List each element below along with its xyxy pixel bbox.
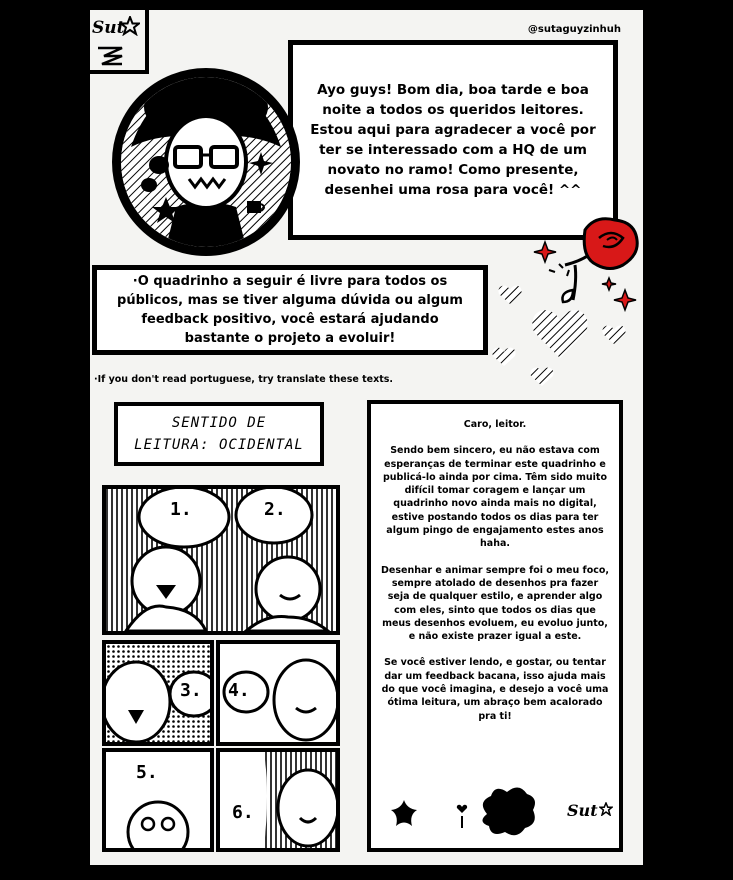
squiggle-icon xyxy=(96,44,126,68)
letter-signature: Sut xyxy=(567,801,598,820)
letter-box xyxy=(367,400,623,852)
small-heart-icon xyxy=(455,802,469,830)
black-cloud-icon xyxy=(477,784,539,840)
author-handle: @sutaguyzinhuh xyxy=(527,24,621,35)
panel-number-6: 6. xyxy=(232,802,254,823)
letter-paragraph-2: Desenhar e animar sempre foi o meu foco, sempre atolado de desenhos pra fazer seja de qualquer estilo, e aprender algo com eles, sinto que todos os dias que meus desenhos evoluem, eu evoluo junto, e não existe prazer igual a este. xyxy=(381,564,609,643)
panel-number-2: 2. xyxy=(264,499,286,520)
notice-text: ·O quadrinho a seguir é livre para todos os públicos, mas se tiver alguma dúvida ou algum feedback positivo, você estará ajudando bastante o projeto a evoluir! xyxy=(117,274,463,346)
hearts-decoration xyxy=(490,280,640,400)
reading-direction-line2: LEITURA: OCIDENTAL xyxy=(134,437,304,453)
panel-number-3: 3. xyxy=(180,680,202,701)
author-avatar xyxy=(112,68,300,256)
signature-star-icon xyxy=(599,802,613,816)
comic-panel-1-2 xyxy=(102,485,340,635)
comic-panel-4 xyxy=(216,640,340,746)
translate-note: ·If you don't read portuguese, try translate these texts. xyxy=(94,374,394,385)
reading-direction-line1: SENTIDO DE xyxy=(171,415,267,431)
comic-panel-6 xyxy=(216,748,340,852)
comic-panel-3 xyxy=(102,640,214,746)
letter-salutation: Caro, leitor. xyxy=(463,419,527,430)
letter-paragraph-3: Se você estiver lendo, e gostar, ou tentar dar um feedback bacana, isso ajuda mais do que você imagina, e desejo a você uma ótima leitura, um abraço bem acalorado pra ti! xyxy=(381,657,609,722)
letter-paragraph-1: Sendo bem sincero, eu não estava com esperanças de terminar este quadrinho e publicá-lo ainda por cima. Têm sido muito difícil tomar coragem e lançar um quadrinho novo ainda mais no digital, estive postando todos os dias para ter algum pingo de engajamento estes anos haha. xyxy=(382,445,607,550)
panel-number-5: 5. xyxy=(136,762,158,783)
logo-signature: Sut xyxy=(92,18,125,38)
reading-direction-box xyxy=(114,402,324,466)
notice-box xyxy=(92,265,488,355)
panel-number-4: 4. xyxy=(228,680,250,701)
black-star-icon xyxy=(389,798,419,828)
panel-number-1: 1. xyxy=(170,499,192,520)
comic-panel-5 xyxy=(102,748,214,852)
star-icon xyxy=(120,16,140,36)
logo-box xyxy=(90,10,149,74)
greeting-text: Ayo guys! Bom dia, boa tarde e boa noite a todos os queridos leitores. Estou aqui para agradecer a você por ter se interessado com a HQ de um novato no ramo! Como presente, desenhei uma rosa para você! ^^ xyxy=(310,82,596,198)
comic-page xyxy=(90,10,643,865)
